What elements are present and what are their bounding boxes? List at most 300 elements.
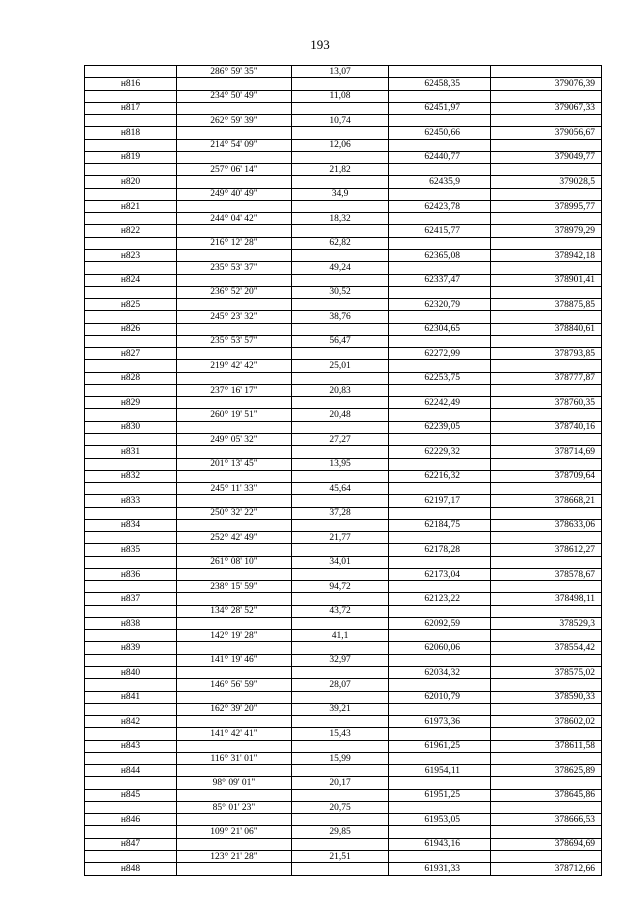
- point-row: [85, 568, 602, 580]
- direction-angle-cell: 142° 19' 28": [177, 630, 292, 642]
- point-cell-empty: [85, 801, 177, 813]
- point-name-cell: н820: [85, 176, 177, 188]
- distance-cell: 94,72: [292, 581, 389, 593]
- point-row: [85, 838, 602, 850]
- direction-angle-cell: 250° 32' 22": [177, 507, 292, 519]
- y-cell-empty: [491, 826, 602, 838]
- distance-cell: 21,82: [292, 164, 389, 176]
- segment-row: [85, 384, 602, 396]
- direction-angle-cell: 123° 21' 28": [177, 851, 292, 863]
- distance-cell-empty: [292, 667, 389, 679]
- distance-cell-empty: [292, 102, 389, 114]
- segment-row: [85, 237, 602, 249]
- segment-row: [85, 801, 602, 813]
- point-cell-empty: [85, 728, 177, 740]
- point-row: [85, 225, 602, 237]
- distance-cell: 43,72: [292, 605, 389, 617]
- direction-angle-cell: 236° 52' 20": [177, 286, 292, 298]
- angle-cell-empty: [177, 299, 292, 311]
- direction-angle-cell: 244° 04' 42": [177, 213, 292, 225]
- angle-cell-empty: [177, 789, 292, 801]
- distance-cell-empty: [292, 765, 389, 777]
- x-cell-empty: [389, 752, 491, 764]
- distance-cell-empty: [292, 691, 389, 703]
- x-cell-empty: [389, 654, 491, 666]
- y-cell-empty: [491, 115, 602, 127]
- direction-angle-cell: 134° 28' 52": [177, 605, 292, 617]
- distance-cell: 49,24: [292, 262, 389, 274]
- point-name-cell: н841: [85, 691, 177, 703]
- x-cell-empty: [389, 164, 491, 176]
- point-name-cell: н821: [85, 200, 177, 212]
- distance-cell: 27,27: [292, 433, 389, 445]
- point-name-cell: н843: [85, 740, 177, 752]
- point-row: [85, 642, 602, 654]
- x-cell-empty: [389, 483, 491, 495]
- x-coordinate-cell: 62060,06: [389, 642, 491, 654]
- y-coordinate-cell: 378612,27: [491, 544, 602, 556]
- segment-row: [85, 777, 602, 789]
- point-name-cell: н823: [85, 249, 177, 261]
- direction-angle-cell: 245° 23' 32": [177, 311, 292, 323]
- direction-angle-cell: 252° 42' 49": [177, 532, 292, 544]
- y-coordinate-cell: 378578,67: [491, 568, 602, 580]
- angle-cell-empty: [177, 838, 292, 850]
- point-name-cell: н831: [85, 446, 177, 458]
- point-cell-empty: [85, 164, 177, 176]
- distance-cell-empty: [292, 274, 389, 286]
- angle-cell-empty: [177, 446, 292, 458]
- y-coordinate-cell: 378633,06: [491, 519, 602, 531]
- segment-row: [85, 507, 602, 519]
- angle-cell-empty: [177, 667, 292, 679]
- segment-row: [85, 679, 602, 691]
- direction-angle-cell: 234° 50' 49": [177, 90, 292, 102]
- segment-row: [85, 335, 602, 347]
- point-name-cell: н835: [85, 544, 177, 556]
- y-cell-empty: [491, 66, 602, 78]
- point-name-cell: н822: [85, 225, 177, 237]
- y-cell-empty: [491, 458, 602, 470]
- x-cell-empty: [389, 605, 491, 617]
- point-name-cell: н844: [85, 765, 177, 777]
- x-coordinate-cell: 62415,77: [389, 225, 491, 237]
- distance-cell: 37,28: [292, 507, 389, 519]
- distance-cell-empty: [292, 495, 389, 507]
- x-cell-empty: [389, 213, 491, 225]
- angle-cell-empty: [177, 78, 292, 90]
- distance-cell: 41,1: [292, 630, 389, 642]
- point-cell-empty: [85, 237, 177, 249]
- y-cell-empty: [491, 213, 602, 225]
- y-coordinate-cell: 378602,02: [491, 716, 602, 728]
- x-coordinate-cell: 62272,99: [389, 348, 491, 360]
- x-coordinate-cell: 61953,05: [389, 814, 491, 826]
- angle-cell-empty: [177, 519, 292, 531]
- x-coordinate-cell: 62092,59: [389, 617, 491, 629]
- angle-cell-empty: [177, 691, 292, 703]
- x-cell-empty: [389, 188, 491, 200]
- direction-angle-cell: 146° 56' 59": [177, 679, 292, 691]
- point-name-cell: н846: [85, 814, 177, 826]
- y-cell-empty: [491, 433, 602, 445]
- distance-cell-empty: [292, 348, 389, 360]
- distance-cell-empty: [292, 863, 389, 875]
- x-coordinate-cell: 61951,25: [389, 789, 491, 801]
- distance-cell-empty: [292, 249, 389, 261]
- point-name-cell: н839: [85, 642, 177, 654]
- point-cell-empty: [85, 851, 177, 863]
- angle-cell-empty: [177, 495, 292, 507]
- x-cell-empty: [389, 384, 491, 396]
- y-cell-empty: [491, 556, 602, 568]
- x-cell-empty: [389, 335, 491, 347]
- y-coordinate-cell: 378793,85: [491, 348, 602, 360]
- point-name-cell: н848: [85, 863, 177, 875]
- distance-cell-empty: [292, 519, 389, 531]
- point-cell-empty: [85, 213, 177, 225]
- y-cell-empty: [491, 409, 602, 421]
- y-coordinate-cell: 378709,64: [491, 470, 602, 482]
- x-coordinate-cell: 62197,17: [389, 495, 491, 507]
- segment-row: [85, 483, 602, 495]
- x-cell-empty: [389, 458, 491, 470]
- y-coordinate-cell: 378590,33: [491, 691, 602, 703]
- segment-row: [85, 66, 602, 78]
- direction-angle-cell: 238° 15' 59": [177, 581, 292, 593]
- angle-cell-empty: [177, 814, 292, 826]
- point-cell-empty: [85, 139, 177, 151]
- distance-cell: 30,52: [292, 286, 389, 298]
- y-coordinate-cell: 378942,18: [491, 249, 602, 261]
- x-coordinate-cell: 62458,35: [389, 78, 491, 90]
- angle-cell-empty: [177, 716, 292, 728]
- direction-angle-cell: 249° 40' 49": [177, 188, 292, 200]
- x-cell-empty: [389, 115, 491, 127]
- distance-cell-empty: [292, 299, 389, 311]
- segment-row: [85, 752, 602, 764]
- point-row: [85, 667, 602, 679]
- point-name-cell: н826: [85, 323, 177, 335]
- y-coordinate-cell: 378777,87: [491, 372, 602, 384]
- x-cell-empty: [389, 360, 491, 372]
- direction-angle-cell: 260° 19' 51": [177, 409, 292, 421]
- point-row: [85, 421, 602, 433]
- angle-cell-empty: [177, 274, 292, 286]
- x-coordinate-cell: 62184,75: [389, 519, 491, 531]
- direction-angle-cell: 262° 59' 39": [177, 115, 292, 127]
- distance-cell: 11,08: [292, 90, 389, 102]
- segment-row: [85, 654, 602, 666]
- distance-cell: 39,21: [292, 703, 389, 715]
- x-coordinate-cell: 62216,32: [389, 470, 491, 482]
- distance-cell: 45,64: [292, 483, 389, 495]
- distance-cell-empty: [292, 716, 389, 728]
- x-coordinate-cell: 62253,75: [389, 372, 491, 384]
- direction-angle-cell: 216° 12' 28": [177, 237, 292, 249]
- point-row: [85, 765, 602, 777]
- y-coordinate-cell: 379076,39: [491, 78, 602, 90]
- x-cell-empty: [389, 532, 491, 544]
- page-number: 193: [310, 37, 330, 52]
- y-coordinate-cell: 378714,69: [491, 446, 602, 458]
- distance-cell: 12,06: [292, 139, 389, 151]
- y-coordinate-cell: 378625,89: [491, 765, 602, 777]
- angle-cell-empty: [177, 397, 292, 409]
- direction-angle-cell: 237° 16' 17": [177, 384, 292, 396]
- y-coordinate-cell: 378529,3: [491, 617, 602, 629]
- y-coordinate-cell: 378554,42: [491, 642, 602, 654]
- segment-row: [85, 286, 602, 298]
- point-row: [85, 789, 602, 801]
- point-name-cell: н834: [85, 519, 177, 531]
- x-cell-empty: [389, 728, 491, 740]
- angle-cell-empty: [177, 151, 292, 163]
- x-cell-empty: [389, 66, 491, 78]
- point-row: [85, 274, 602, 286]
- angle-cell-empty: [177, 593, 292, 605]
- angle-cell-empty: [177, 617, 292, 629]
- distance-cell-empty: [292, 568, 389, 580]
- point-row: [85, 716, 602, 728]
- point-name-cell: н824: [85, 274, 177, 286]
- point-row: [85, 544, 602, 556]
- y-cell-empty: [491, 507, 602, 519]
- x-coordinate-cell: 62034,32: [389, 667, 491, 679]
- point-name-cell: н832: [85, 470, 177, 482]
- angle-cell-empty: [177, 568, 292, 580]
- point-name-cell: н830: [85, 421, 177, 433]
- point-cell-empty: [85, 507, 177, 519]
- direction-angle-cell: 214° 54' 09": [177, 139, 292, 151]
- y-cell-empty: [491, 483, 602, 495]
- point-row: [85, 78, 602, 90]
- distance-cell-empty: [292, 127, 389, 139]
- point-cell-empty: [85, 311, 177, 323]
- point-name-cell: н828: [85, 372, 177, 384]
- distance-cell: 62,82: [292, 237, 389, 249]
- point-cell-empty: [85, 286, 177, 298]
- distance-cell: 15,99: [292, 752, 389, 764]
- x-cell-empty: [389, 262, 491, 274]
- x-cell-empty: [389, 581, 491, 593]
- y-cell-empty: [491, 262, 602, 274]
- point-cell-empty: [85, 188, 177, 200]
- point-cell-empty: [85, 532, 177, 544]
- x-coordinate-cell: 62451,97: [389, 102, 491, 114]
- x-cell-empty: [389, 311, 491, 323]
- point-name-cell: н833: [85, 495, 177, 507]
- point-name-cell: н840: [85, 667, 177, 679]
- segment-row: [85, 851, 602, 863]
- point-cell-empty: [85, 654, 177, 666]
- segment-row: [85, 556, 602, 568]
- point-cell-empty: [85, 384, 177, 396]
- y-cell-empty: [491, 752, 602, 764]
- point-cell-empty: [85, 826, 177, 838]
- y-coordinate-cell: 379028,5: [491, 176, 602, 188]
- point-cell-empty: [85, 556, 177, 568]
- y-coordinate-cell: 378694,69: [491, 838, 602, 850]
- direction-angle-cell: 109° 21' 06": [177, 826, 292, 838]
- direction-angle-cell: 141° 42' 41": [177, 728, 292, 740]
- direction-angle-cell: 201° 13' 45": [177, 458, 292, 470]
- y-cell-empty: [491, 237, 602, 249]
- distance-cell: 13,95: [292, 458, 389, 470]
- point-cell-empty: [85, 115, 177, 127]
- segment-row: [85, 581, 602, 593]
- x-cell-empty: [389, 237, 491, 249]
- segment-row: [85, 164, 602, 176]
- y-cell-empty: [491, 801, 602, 813]
- point-cell-empty: [85, 483, 177, 495]
- point-row: [85, 814, 602, 826]
- distance-cell-empty: [292, 176, 389, 188]
- y-coordinate-cell: 378666,53: [491, 814, 602, 826]
- x-coordinate-cell: 62178,28: [389, 544, 491, 556]
- y-cell-empty: [491, 728, 602, 740]
- x-coordinate-cell: 62320,79: [389, 299, 491, 311]
- point-cell-empty: [85, 703, 177, 715]
- y-cell-empty: [491, 164, 602, 176]
- angle-cell-empty: [177, 421, 292, 433]
- distance-cell: 25,01: [292, 360, 389, 372]
- distance-cell-empty: [292, 544, 389, 556]
- x-coordinate-cell: 62304,65: [389, 323, 491, 335]
- angle-cell-empty: [177, 249, 292, 261]
- point-row: [85, 593, 602, 605]
- direction-angle-cell: 286° 59' 35": [177, 66, 292, 78]
- x-coordinate-cell: 62239,05: [389, 421, 491, 433]
- y-cell-empty: [491, 188, 602, 200]
- direction-angle-cell: 261° 08' 10": [177, 556, 292, 568]
- y-coordinate-cell: 378498,11: [491, 593, 602, 605]
- x-coordinate-cell: 62435,9: [389, 176, 491, 188]
- segment-row: [85, 826, 602, 838]
- point-cell-empty: [85, 433, 177, 445]
- y-coordinate-cell: 379049,77: [491, 151, 602, 163]
- x-coordinate-cell: 62440,77: [389, 151, 491, 163]
- distance-cell-empty: [292, 814, 389, 826]
- distance-cell-empty: [292, 740, 389, 752]
- point-cell-empty: [85, 360, 177, 372]
- point-cell-empty: [85, 605, 177, 617]
- y-coordinate-cell: 378712,66: [491, 863, 602, 875]
- distance-cell: 56,47: [292, 335, 389, 347]
- y-coordinate-cell: 378875,85: [491, 299, 602, 311]
- y-cell-empty: [491, 605, 602, 617]
- distance-cell-empty: [292, 421, 389, 433]
- angle-cell-empty: [177, 544, 292, 556]
- x-coordinate-cell: 62365,08: [389, 249, 491, 261]
- direction-angle-cell: 98° 09' 01": [177, 777, 292, 789]
- x-cell-empty: [389, 630, 491, 642]
- point-cell-empty: [85, 581, 177, 593]
- point-row: [85, 176, 602, 188]
- point-row: [85, 249, 602, 261]
- direction-angle-cell: 162° 39' 20": [177, 703, 292, 715]
- distance-cell-empty: [292, 593, 389, 605]
- point-cell-empty: [85, 90, 177, 102]
- segment-row: [85, 630, 602, 642]
- point-row: [85, 691, 602, 703]
- point-name-cell: н819: [85, 151, 177, 163]
- x-coordinate-cell: 62010,79: [389, 691, 491, 703]
- y-coordinate-cell: 379056,67: [491, 127, 602, 139]
- x-cell-empty: [389, 90, 491, 102]
- x-cell-empty: [389, 826, 491, 838]
- x-cell-empty: [389, 851, 491, 863]
- distance-cell: 20,48: [292, 409, 389, 421]
- y-cell-empty: [491, 360, 602, 372]
- segment-row: [85, 409, 602, 421]
- point-name-cell: н825: [85, 299, 177, 311]
- distance-cell-empty: [292, 200, 389, 212]
- x-coordinate-cell: 62450,66: [389, 127, 491, 139]
- distance-cell: 20,75: [292, 801, 389, 813]
- segment-row: [85, 458, 602, 470]
- distance-cell-empty: [292, 446, 389, 458]
- segment-row: [85, 213, 602, 225]
- distance-cell-empty: [292, 470, 389, 482]
- angle-cell-empty: [177, 740, 292, 752]
- y-coordinate-cell: 378995,77: [491, 200, 602, 212]
- point-name-cell: н817: [85, 102, 177, 114]
- point-cell-empty: [85, 630, 177, 642]
- y-cell-empty: [491, 777, 602, 789]
- angle-cell-empty: [177, 863, 292, 875]
- distance-cell-empty: [292, 78, 389, 90]
- point-cell-empty: [85, 458, 177, 470]
- x-coordinate-cell: 62242,49: [389, 397, 491, 409]
- y-cell-empty: [491, 679, 602, 691]
- point-cell-empty: [85, 752, 177, 764]
- y-cell-empty: [491, 335, 602, 347]
- y-coordinate-cell: 378645,86: [491, 789, 602, 801]
- point-row: [85, 470, 602, 482]
- point-name-cell: н838: [85, 617, 177, 629]
- point-cell-empty: [85, 66, 177, 78]
- y-coordinate-cell: 378740,16: [491, 421, 602, 433]
- point-name-cell: н837: [85, 593, 177, 605]
- y-coordinate-cell: 378979,29: [491, 225, 602, 237]
- direction-angle-cell: 235° 53' 57": [177, 335, 292, 347]
- angle-cell-empty: [177, 200, 292, 212]
- point-name-cell: н816: [85, 78, 177, 90]
- segment-row: [85, 115, 602, 127]
- y-cell-empty: [491, 139, 602, 151]
- point-row: [85, 446, 602, 458]
- direction-angle-cell: 85° 01' 23": [177, 801, 292, 813]
- y-cell-empty: [491, 703, 602, 715]
- x-coordinate-cell: 62229,32: [389, 446, 491, 458]
- point-name-cell: н818: [85, 127, 177, 139]
- point-row: [85, 372, 602, 384]
- angle-cell-empty: [177, 372, 292, 384]
- direction-angle-cell: 235° 53' 37": [177, 262, 292, 274]
- distance-cell: 34,01: [292, 556, 389, 568]
- distance-cell-empty: [292, 397, 389, 409]
- point-cell-empty: [85, 335, 177, 347]
- y-cell-empty: [491, 311, 602, 323]
- direction-angle-cell: 141° 19' 46": [177, 654, 292, 666]
- distance-cell: 21,77: [292, 532, 389, 544]
- point-row: [85, 740, 602, 752]
- point-cell-empty: [85, 262, 177, 274]
- point-row: [85, 495, 602, 507]
- y-cell-empty: [491, 851, 602, 863]
- y-coordinate-cell: 378611,58: [491, 740, 602, 752]
